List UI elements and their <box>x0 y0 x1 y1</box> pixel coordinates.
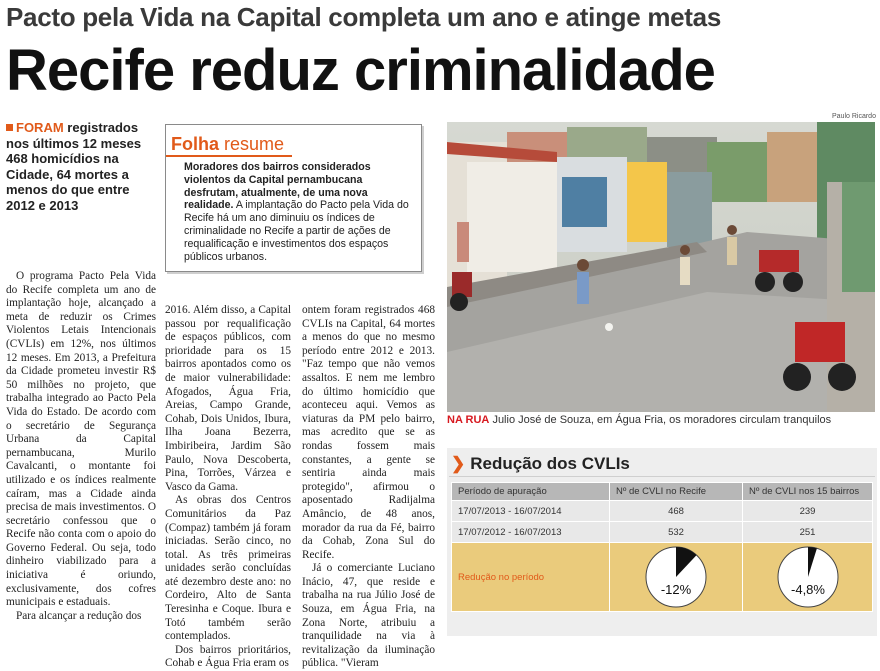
chevron-right-icon: ❯ <box>451 454 466 473</box>
article-headline: Recife reduz criminalidade <box>6 38 715 103</box>
row-recife-value: 532 <box>610 522 743 543</box>
article-kicker: Pacto pela Vida na Capital completa um ano e atinge metas <box>6 2 721 32</box>
photo-credit: Paulo Ricardo <box>832 113 876 120</box>
reduction-bairros-pie <box>776 545 840 609</box>
folha-text: A implantação do Pacto pela Vida do Recife há um ano diminuiu os índices de criminalidade no Recife a partir de ações de requalificação e investimentos dos espaços públicos urbanos. <box>184 199 409 263</box>
lead-summary <box>6 120 156 213</box>
table-header-row <box>452 483 873 501</box>
cvli-table <box>451 482 873 612</box>
reduction-recife-label: -12% <box>660 582 692 597</box>
column-1-paragraph: O programa Pacto Pela Vida do Recife completa um ano de implantação hoje, alcançado a meta de reduzir os Crimes Violentos Letais Intencionais (CVLIs) em 12%, nos últimos 12 meses. Em 2013, a Prefeitura da Cidade prometeu investir R$ 50 milhões no projeto, que trabalha integrado ao Pacto Pela Vida do Estado. De acordo com o secretário de Segurança Urbana da Capital pernambucana, Murilo Cavalcanti, o montante foi utilizado e os índices realmente caíram, mas a Cidade ainda precisa de mais investimentos. O secretário confessou que o Recife não conta com o apoio do Governo Federal. Ou seja, todo dinheiro viabilizado para a iniciativa é oriundo, exclusivamente, dos cofres municipais e estaduais. <box>6 270 156 609</box>
row-period: 17/07/2012 - 16/07/2013 <box>452 522 610 543</box>
folha-brand: Folha <box>171 134 219 154</box>
row-period: 17/07/2013 - 16/07/2014 <box>452 501 610 522</box>
column-3-paragraph-b: Já o comerciante Luciano Inácio, 47, que reside e trabalha na rua Júlio José de Souza, em Água Fria, na Zona Norte, atribuiu a tranquilidade na via à revitalização da iluminação pública. "Vieram <box>302 562 435 670</box>
reduction-row <box>452 543 873 612</box>
column-1-paragraph-next: Para alcançar a redução dos <box>16 609 142 622</box>
title-divider <box>449 476 875 477</box>
street-scene-image <box>447 122 875 412</box>
reduction-recife-pie <box>644 545 708 609</box>
street-photo <box>447 122 875 412</box>
caption-tag: NA RUA <box>447 414 490 426</box>
header-period: Período de apuração <box>452 483 610 501</box>
column-2-paragraph-b: As obras dos Centros Comunitários da Paz (Compaz) também já foram iniciadas. Serão cinco, no total. As três primeiras unidades serão concluídas até dezembro deste ano: no Cordeiro, Alto de Santa Teresinha e Coque. Ibura e Totó também serão contemplados. <box>165 494 291 643</box>
lead-text: registrados nos últimos 12 meses 468 homicídios na Cidade, 64 mortes a menos do que entre 2012 e 2013 <box>6 120 142 213</box>
row-bairros-value: 251 <box>743 522 873 543</box>
table-row <box>452 501 873 522</box>
cvli-table-title-text: Redução dos CVLIs <box>470 454 630 473</box>
header-recife: Nº de CVLI no Recife <box>610 483 743 501</box>
bullet-square-icon <box>6 124 13 131</box>
reduction-label: Redução no período <box>452 543 610 612</box>
folha-bold-text: Moradores dos bairros considerados violentos da Capital pernambucana desfrutam, atualmente, de uma nova realidade. <box>184 161 371 212</box>
article-column-2 <box>165 304 291 671</box>
article-column-3 <box>302 304 435 671</box>
folha-resume-title <box>166 133 292 157</box>
cvli-table-box <box>447 448 877 636</box>
column-2-paragraph: 2016. Além disso, a Capital passou por requalificação de espaços públicos, com prioridade para os 15 bairros apontados como os de maior vulnerabilidade: Afogados, Água Fria, Areias, Campo Grande, Cohab, Dois Unidos, Ibura, Ilha Joana Bezerra, Imbiribeira, Jardim São Paulo, Nova Descoberta, Pina, Torrões, Várzea e Vasco da Gama. <box>165 304 291 493</box>
folha-resume-word: resume <box>224 134 285 154</box>
row-bairros-value: 239 <box>743 501 873 522</box>
folha-resume-box <box>165 124 422 272</box>
photo-caption <box>447 414 877 426</box>
table-row <box>452 522 873 543</box>
article-column-1 <box>6 270 156 623</box>
reduction-bairros-label: -4,8% <box>790 582 825 597</box>
cvli-table-title <box>451 454 630 474</box>
reduction-recife-cell <box>610 543 743 612</box>
header-bairros: Nº de CVLI nos 15 bairros <box>743 483 873 501</box>
reduction-bairros-cell <box>743 543 873 612</box>
caption-text: Julio José de Souza, em Água Fria, os moradores circulam tranquilos <box>492 414 832 426</box>
folha-resume-body <box>184 161 412 263</box>
lead-highlight: FORAM <box>16 120 64 135</box>
column-2-paragraph-c: Dos bairros prioritários, Cohab e Água Fria eram os <box>165 643 291 670</box>
column-3-paragraph: ontem foram registrados 468 CVLIs na Capital, 64 mortes a menos do que no mesmo período entre 2012 e 2013. "Faz tempo que não vemos assaltos. E nem me lembro do último homicídio que aconteceu aqui. Vemos as viaturas da PM pelo bairro, mas acredito que se as rondas fossem mais constantes, a gente se sentiria ainda mais protegido", afirmou o aposentado Radijalma Amâncio, de 48 anos, morador da rua da Fé, bairro da Cohab, Zona Sul do Recife. <box>302 304 435 561</box>
row-recife-value: 468 <box>610 501 743 522</box>
